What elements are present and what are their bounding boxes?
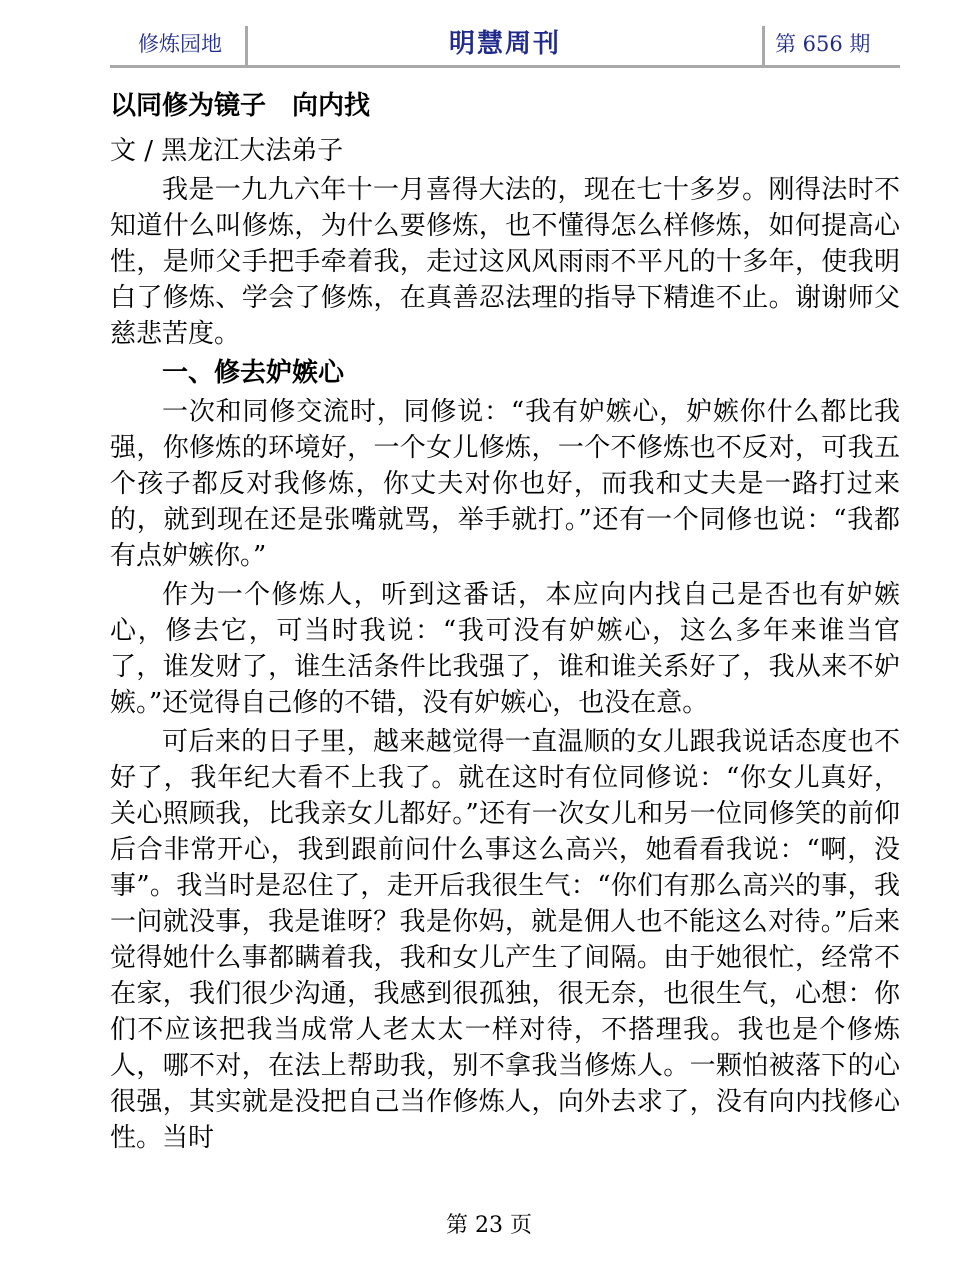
page-number: 第 23 页: [446, 1213, 532, 1238]
article-byline: 文 / 黑龙江大法弟子: [110, 136, 344, 166]
section-heading: 一、修去妒嫉心: [162, 358, 345, 388]
paragraph-intro: 我是一九九六年十一月喜得大法的，现在七十多岁。刚得法时不知道什么叫修炼，为什么要修炼，也不懂得怎么样修炼，如何提高心性，是师父手把手牵着我，走过这风风雨雨不平凡的十多年，使我明白了修炼、学会了修炼，在真善忍法理的指导下精進不止。谢谢师父慈悲苦度。: [110, 175, 900, 349]
paragraph: 作为一个修炼人，听到这番话，本应向内找自己是否也有妒嫉心，修去它，可当时我说：“我可没有妒嫉心，这么多年来谁当官了，谁发财了，谁生活条件比我强了，谁和谁关系好了，我从来不妒嫉。”还觉得自己修的不错，没有妒嫉心，也没在意。: [110, 580, 900, 718]
page-header: [110, 26, 900, 66]
article-body: [110, 88, 900, 1156]
publication-title: 明慧周刊: [448, 29, 561, 59]
issue-number: 第 656 期: [762, 26, 900, 66]
article-title: 以同修为镜子 向内找: [110, 91, 371, 121]
header-rule: [110, 65, 900, 68]
section-name: 修炼园地: [110, 26, 248, 66]
paragraph: 可后来的日子里，越来越觉得一直温顺的女儿跟我说话态度也不好了，我年纪大看不上我了。就在这时有位同修说：“你女儿真好，关心照顾我，比我亲女儿都好。”还有一次女儿和另一位同修笑的前仰后合非常开心，我到跟前问什么事这么高兴，她看看我说：“啊，没事”。我当时是忍住了，走开后我很生气：“你们有那么高兴的事，我一问就没事，我是谁呀？我是你妈，就是佣人也不能这么对待。”后来觉得她什么事都瞒着我，我和女儿产生了间隔。由于她很忙，经常不在家，我们很少沟通，我感到很孤独，很无奈，也很生气，心想：你们不应该把我当成常人老太太一样对待，不搭理我。我也是个修炼人，哪不对，在法上帮助我，别不拿我当修炼人。一颗怕被落下的心很强，其实就是没把自己当作修炼人，向外去求了，没有向内找修心性。当时: [110, 727, 900, 1153]
paragraph: 一次和同修交流时，同修说：“我有妒嫉心，妒嫉你什么都比我强，你修炼的环境好，一个女儿修炼，一个不修炼也不反对，可我五个孩子都反对我修炼，你丈夫对你也好，而我和丈夫是一路打过来的，就到现在还是张嘴就骂，举手就打。”还有一个同修也说：“我都有点妒嫉你。”: [110, 397, 900, 571]
